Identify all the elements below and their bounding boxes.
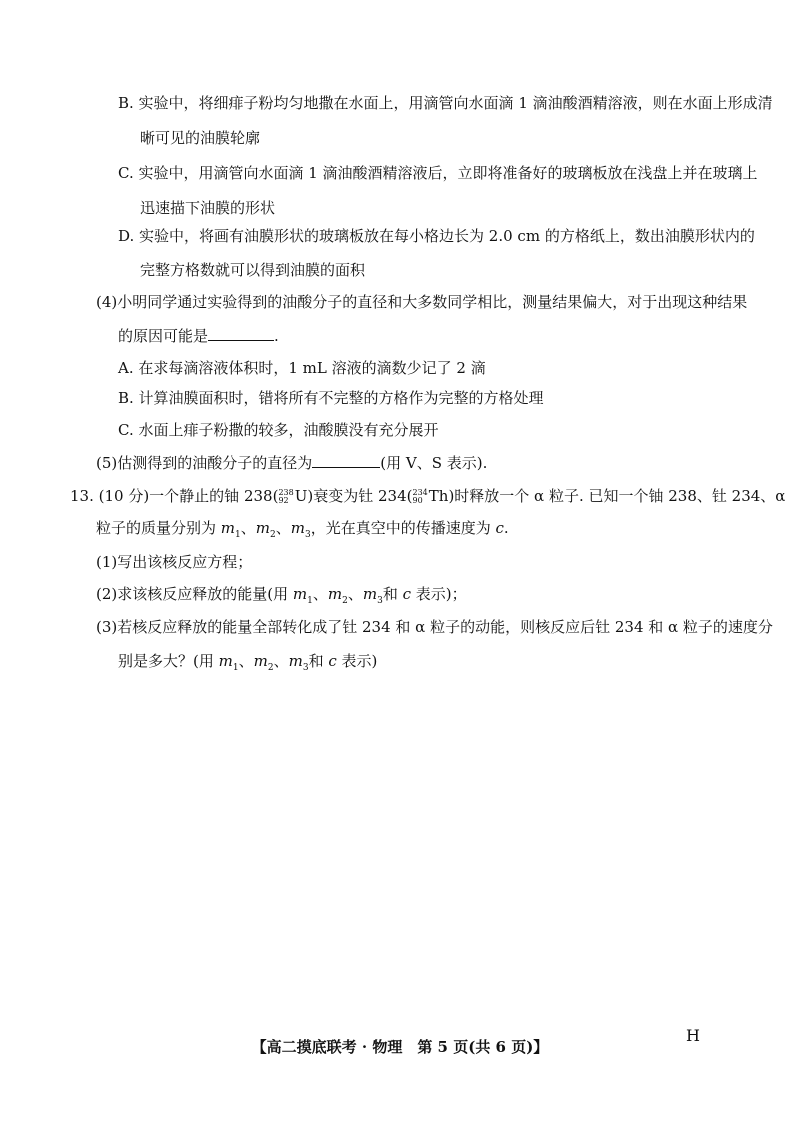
element-symbol: Th bbox=[428, 487, 449, 505]
part-4-line2 bbox=[118, 326, 279, 346]
page-footer: 【高二摸底联考 · 物理 第 5 页(共 6 页)】 bbox=[251, 1038, 549, 1056]
q13-text: 表示)； bbox=[411, 585, 467, 603]
subscript: 1 bbox=[307, 596, 313, 606]
part-3-line1: (3)若核反应释放的能量全部转化成了钍 234 和 α 粒子的动能，则核反应后钍 234 和 α 粒子的速度分 bbox=[96, 618, 773, 636]
var-c: c bbox=[495, 519, 504, 537]
q13-text: (2)求该核反应释放的能量(用 bbox=[96, 585, 293, 603]
separator: 、 bbox=[240, 519, 256, 537]
mass-number: 234 bbox=[412, 488, 428, 497]
question-13-line2 bbox=[96, 518, 509, 545]
q13-text: 和 bbox=[382, 585, 403, 603]
part-4-option-a: A. 在求每滴溶液体积时，1 mL 溶液的滴数少记了 2 滴 bbox=[118, 359, 486, 377]
part-2 bbox=[96, 584, 467, 611]
q13-text: 和 bbox=[308, 652, 329, 670]
atomic-number: 90 bbox=[412, 496, 423, 505]
answer-blank[interactable] bbox=[208, 326, 274, 341]
var-m: m bbox=[288, 652, 303, 670]
subscript: 2 bbox=[270, 530, 276, 540]
q13-text: )时释放一个 α 粒子. 已知一个铀 238、钍 234、α bbox=[448, 487, 786, 505]
option-b-line1: B. 实验中，将细痱子粉均匀地撒在水面上，用滴管向水面滴 1 滴油酸酒精溶液，则在水面上形成清 bbox=[118, 94, 773, 112]
subscript: 2 bbox=[267, 663, 274, 673]
subscript: 3 bbox=[377, 596, 383, 606]
separator: 、 bbox=[312, 585, 328, 603]
part-4-line1: (4)小明同学通过实验得到的油酸分子的直径和大多数同学相比，测量结果偏大，对于出现这种结果 bbox=[96, 293, 748, 311]
corner-mark: H bbox=[686, 1026, 700, 1045]
var-m: m bbox=[255, 519, 270, 537]
nuclide-numbers bbox=[278, 489, 293, 505]
var-m: m bbox=[290, 519, 305, 537]
option-c-line1: C. 实验中，用滴管向水面滴 1 滴油酸酒精溶液后，立即将准备好的玻璃板放在浅盘上并在玻璃上 bbox=[118, 164, 758, 182]
element-symbol: U bbox=[294, 487, 308, 505]
part-4-text: 的原因可能是 bbox=[118, 327, 209, 345]
var-m: m bbox=[218, 652, 233, 670]
q13-text: 别是多大？(用 bbox=[118, 652, 219, 670]
var-m: m bbox=[220, 519, 236, 537]
part-4-option-c: C. 水面上痱子粉撒的较多，油酸膜没有充分展开 bbox=[118, 421, 439, 439]
nuclide-numbers bbox=[412, 489, 427, 505]
subscript: 1 bbox=[232, 663, 239, 673]
separator: 、 bbox=[238, 652, 254, 670]
part-1: (1)写出该核反应方程； bbox=[96, 553, 253, 571]
option-d-line1: D. 实验中，将画有油膜形状的玻璃板放在每小格边长为 2.0 cm 的方格纸上，数出油膜形状内的 bbox=[118, 227, 755, 245]
atomic-number: 92 bbox=[278, 496, 289, 505]
q13-text: ，光在真空中的传播速度为 bbox=[310, 519, 496, 537]
var-c: c bbox=[402, 585, 411, 603]
q13-text: 13. (10 分)一个静止的铀 238( bbox=[70, 487, 279, 505]
part-5-line bbox=[96, 453, 487, 473]
separator: 、 bbox=[275, 519, 291, 537]
q13-text: )衰变为钍 234( bbox=[307, 487, 413, 505]
period: . bbox=[274, 327, 279, 345]
option-c-line2: 迅速描下油膜的形状 bbox=[140, 199, 276, 217]
subscript: 3 bbox=[302, 663, 309, 673]
subscript: 2 bbox=[342, 596, 348, 606]
var-c: c bbox=[328, 652, 337, 670]
var-m: m bbox=[327, 585, 343, 603]
part-5-text: (5)估测得到的油酸分子的直径为 bbox=[96, 454, 313, 472]
part-5-hint: (用 V、S 表示). bbox=[380, 454, 488, 472]
q13-text: 表示) bbox=[336, 652, 378, 670]
separator: 、 bbox=[347, 585, 363, 603]
subscript: 3 bbox=[304, 530, 311, 540]
var-m: m bbox=[292, 585, 308, 603]
answer-blank[interactable] bbox=[312, 453, 380, 468]
option-d-line2: 完整方格数就可以得到油膜的面积 bbox=[140, 261, 366, 279]
part-3-line2 bbox=[118, 651, 377, 678]
mass-number: 238 bbox=[278, 488, 294, 497]
var-m: m bbox=[362, 585, 378, 603]
q13-text: 粒子的质量分别为 bbox=[96, 519, 221, 537]
var-m: m bbox=[253, 652, 268, 670]
option-b-line2: 晰可见的油膜轮廓 bbox=[140, 129, 261, 147]
subscript: 1 bbox=[235, 530, 241, 540]
period: . bbox=[503, 519, 509, 537]
part-4-option-b: B. 计算油膜面积时，错将所有不完整的方格作为完整的方格处理 bbox=[118, 389, 544, 407]
separator: 、 bbox=[273, 652, 289, 670]
question-13-line1 bbox=[70, 486, 785, 506]
